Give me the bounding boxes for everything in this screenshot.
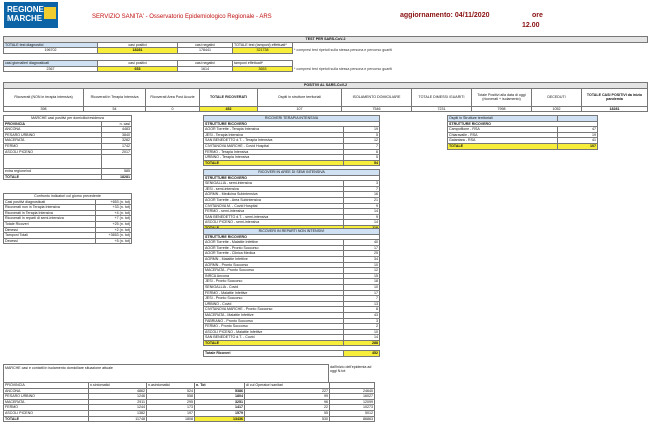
nonint-value: 2 <box>344 324 380 330</box>
icu-value: 12 <box>344 138 380 144</box>
semi-value: 14 <box>344 209 380 215</box>
nonint-row: ASCOLI PICENO - Malattie Infettive <box>204 329 344 335</box>
isolation-value: 10273 <box>330 405 375 411</box>
territorial-row: Chiaravalle - RSA <box>448 132 558 138</box>
daily-note: * compresi test ripetuti sulla stessa persona e percorso guariti <box>294 66 393 71</box>
province-extra: extra regione/nd <box>4 169 102 175</box>
isolation-total-value: 13436 <box>195 416 245 422</box>
territorial-total: TOTALE <box>448 143 558 149</box>
semi-value: 9 <box>344 203 380 209</box>
isolation-row: PESARO URBINO <box>4 394 89 400</box>
positives-header: Totale Positivi alla data di oggi (ricoverati + isolamento) <box>472 88 532 106</box>
isolation-total-value: 11748 <box>89 416 147 422</box>
nonint-row: AOOR Torrette - Malattie Infettive <box>204 240 344 246</box>
nonint-row: FERMO - Pronto Soccorso <box>204 324 344 330</box>
nonint-row: URBINO - Covid <box>204 301 344 307</box>
isolation-value: 295 <box>147 399 195 405</box>
province-value: 3282 <box>102 138 132 144</box>
nonint-title: RICOVERI IN REPARTI NON INTENSIVI <box>204 229 380 235</box>
semi-value: 16 <box>344 192 380 198</box>
isolation-header: PROVINCIA <box>4 383 89 389</box>
isolation-value: 12099 <box>330 399 375 405</box>
compare-title: Confronto indicatori col giorno precedente <box>4 194 132 200</box>
positives-header: DECEDUTI <box>532 88 582 106</box>
province-row: PESARO URBINO <box>4 132 102 138</box>
province-row: ASCOLI PICENO <box>4 149 102 155</box>
compare-value: +653 (n. tot) <box>96 199 132 205</box>
nonint-row: AOOR Torrette - Pronto Soccorso <box>204 245 344 251</box>
compare-table <box>3 193 132 244</box>
isolation-total-value: 86863 <box>330 416 375 422</box>
nonint-row: INRCA Ancona <box>204 273 344 279</box>
positives-value: 398 <box>4 106 84 112</box>
isolation-value: 96 <box>245 399 330 405</box>
ore-label: ore <box>532 12 543 19</box>
compare-value: +7 (n. tot) <box>96 216 132 222</box>
nonint-value: 13 <box>344 301 380 307</box>
territorial-row: Galantara - RSA <box>448 138 558 144</box>
tests-value: 196702 <box>4 48 98 54</box>
isolation-total-value: 1808 <box>147 416 195 422</box>
daily-tests-table <box>3 60 648 72</box>
positives-header: Ricoverati Area Post Acuzie <box>146 88 200 106</box>
positives-header: TOTALE DIMESSI /GUARITI <box>412 88 472 106</box>
semi-row: AOOR Torrette - Area Subintensiva <box>204 197 344 203</box>
isolation-value: 524 <box>147 388 195 394</box>
isolation-header: n.sintomatici <box>89 383 147 389</box>
tests-note: * compresi test ripetuti sulla stessa persona e percorso guariti <box>294 48 393 53</box>
semi-value: 3 <box>344 181 380 187</box>
nonint-table <box>203 228 380 346</box>
update-time: 12.00 <box>522 22 540 29</box>
nonint-row: FABRIANO - Pronto Soccorso <box>204 318 344 324</box>
icu-row: URBINO - Terapia Intensiva <box>204 155 344 161</box>
isolation-value: 24640 <box>330 388 375 394</box>
isolation-header: n. Tot <box>195 383 245 389</box>
icu-row: SAN BENEDETTO d.T. - Terapia Intensiva <box>204 138 344 144</box>
semi-value: 9 <box>344 214 380 220</box>
nonint-value: 17 <box>344 290 380 296</box>
isolation-row: ANCONA <box>4 388 89 394</box>
isolation-value: 4862 <box>89 388 147 394</box>
isolation-value: 1246 <box>89 394 147 400</box>
territorial-value: 47 <box>558 127 598 133</box>
totale-ricoveri-label: Totale Ricoveri <box>204 351 344 357</box>
regione-marche-logo <box>4 2 58 28</box>
positives-value: 7231 <box>412 106 472 112</box>
tests-header: TOTALE test diagnostici <box>4 42 98 48</box>
compare-row: Dimessi <box>4 227 96 233</box>
semi-row: ASCOLI PICENO - semi-intensiva <box>204 220 344 226</box>
daily-header: casi positivi <box>98 61 178 67</box>
compare-row: Ricoverati in reparti di semi-intensiva <box>4 216 96 222</box>
nonint-value: 12 <box>344 268 380 274</box>
isolation-total-value: 530 <box>245 416 330 422</box>
compare-value: +25 (n. tot) <box>96 221 132 227</box>
isolation-value: 16027 <box>330 394 375 400</box>
nonint-row: JESI - Pronto Soccorso <box>204 279 344 285</box>
isolation-total: TOTALE <box>4 416 89 422</box>
province-table <box>3 115 132 180</box>
positives-value: 0 <box>146 106 200 112</box>
icu-row: CIVITANOVA MARCHE - Covid Hospital <box>204 143 344 149</box>
territorial-value: 41 <box>558 138 598 144</box>
daily-value: 653 <box>98 66 178 72</box>
icu-table <box>203 115 380 166</box>
daily-header: casi negativi <box>178 61 233 67</box>
province-value: 1742 <box>102 143 132 149</box>
positives-header: Ricoverati in Terapia Intensiva <box>84 88 146 106</box>
icu-value: 6 <box>344 149 380 155</box>
isolation-header: n.asintomatici <box>147 383 195 389</box>
semi-row: AORMN - Medicina Subintensiva <box>204 192 344 198</box>
compare-value: +3653 (n. tot) <box>96 233 132 239</box>
province-total-value: 18281 <box>102 174 132 180</box>
nonint-value: 15 <box>344 273 380 279</box>
territorial-row: Campofilone - RSA <box>448 127 558 133</box>
icu-value: 19 <box>344 127 380 133</box>
positives-value: 7546 <box>342 106 412 112</box>
isolation-row: ASCOLI PICENO <box>4 410 89 416</box>
semi-row: FERMO - semi-intensiva <box>204 209 344 215</box>
icu-header: STRUTTURE RICOVERO <box>204 121 380 127</box>
nonint-row: MACERATA - Malattie Infettive <box>204 312 344 318</box>
province-value: 4483 <box>102 127 132 133</box>
icu-total-value: 54 <box>344 160 380 166</box>
nonint-row: AORMN - Malattie Infettive <box>204 256 344 262</box>
semi-value: 14 <box>344 220 380 226</box>
nonint-row: CIVITANOVA MARCHE - Pronto Soccorso <box>204 307 344 313</box>
compare-row: Casi positivi diagnosticati <box>4 199 96 205</box>
province-row: FERMO <box>4 143 102 149</box>
logo-text-line1: REGIONE <box>7 5 44 14</box>
compare-row: Decessi <box>4 238 96 244</box>
province-row: MACERATA <box>4 138 102 144</box>
nonint-value: 7 <box>344 296 380 302</box>
totale-ricoveri-value: 452 <box>344 351 380 357</box>
semi-table <box>203 169 380 232</box>
isolation-row: MACERATA <box>4 399 89 405</box>
totale-ricoveri-table <box>203 350 380 357</box>
isolation-value: 1417 <box>195 405 245 411</box>
tests-header: casi negativi <box>178 42 233 48</box>
nonint-header: STRUTTURE RICOVERO <box>204 234 380 240</box>
isolation-row: FERMO <box>4 405 89 411</box>
province-header: n. casi <box>102 121 132 127</box>
nonint-row: SAN BENEDETTO d.T. - Covid <box>204 335 344 341</box>
nonint-row: JESI - Pronto Soccorso <box>204 296 344 302</box>
isolation-value: 227 <box>245 388 330 394</box>
nonint-value: 10 <box>344 329 380 335</box>
service-title: SERVIZIO SANITA' - Osservatorio Epidemiologico Regionale - ARS <box>92 14 272 20</box>
tests-header: casi positivi <box>98 42 178 48</box>
isolation-value: 197 <box>147 410 195 416</box>
territorial-total-value: 107 <box>558 143 598 149</box>
province-header: PROVINCIA <box>4 121 102 127</box>
semi-row: CIVITANOVA M. - Covid Hospital <box>204 203 344 209</box>
province-value: 2017 <box>102 149 132 155</box>
semi-row: SAN BENEDETTO d.T. - semi-intensiva <box>204 214 344 220</box>
icu-row: AOOR Torrette - Terapia Intensiva <box>204 127 344 133</box>
isolation-value: 5012 <box>330 410 375 416</box>
nonint-value: 40 <box>344 240 380 246</box>
tests-value: 18281 <box>98 48 178 54</box>
semi-value: 21 <box>344 197 380 203</box>
compare-value: +33 (n. tot) <box>96 205 132 211</box>
isolation-table <box>3 382 375 422</box>
isolation-value: 173 <box>147 405 195 411</box>
icu-row: FERMO - Terapia Intensiva <box>204 149 344 155</box>
logo-text-line2: MARCHE <box>7 14 43 23</box>
positives-value: 1052 <box>532 106 582 112</box>
compare-value: +2 (n. tot) <box>96 227 132 233</box>
isolation-value: 99 <box>245 394 330 400</box>
isolation-value: 3251 <box>195 399 245 405</box>
semi-value: 7 <box>344 186 380 192</box>
province-total: TOTALE <box>4 174 102 180</box>
isolation-value: 2911 <box>89 399 147 405</box>
province-extra-value: 585 <box>102 169 132 175</box>
territorial-value: 19 <box>558 132 598 138</box>
icu-value: 5 <box>344 155 380 161</box>
positives-header: ISOLAMENTO DOMICILIARE <box>342 88 412 106</box>
semi-row: JESI - semi-intensiva <box>204 186 344 192</box>
isolation-value: 5386 <box>195 388 245 394</box>
daily-header: casi giornalieri diagnosticati <box>4 61 98 67</box>
positives-value: 452 <box>200 106 258 112</box>
semi-header: STRUTTURE RICOVERO <box>204 175 380 181</box>
compare-value: +5 (n. tot) <box>96 238 132 244</box>
territorial-table <box>447 115 598 150</box>
isolation-value: 558 <box>147 394 195 400</box>
isolation-value: 22 <box>245 405 330 411</box>
tests-value: 178441 <box>178 48 233 54</box>
compare-row: Tamponi Totali <box>4 233 96 239</box>
positives-header: Ricoverati (NON in terapia intensiva) <box>4 88 84 106</box>
nonint-row: SENIGALLIA - Covid <box>204 284 344 290</box>
compare-row: Totale Ricoveri <box>4 221 96 227</box>
isolation-value: 1382 <box>89 410 147 416</box>
logo-mark-icon <box>44 7 56 19</box>
positives-title: POSITIVI AL SARS-CoV-2 <box>4 83 648 89</box>
compare-row: Ricoverati in Terapia Intensiva <box>4 210 96 216</box>
nonint-value: 14 <box>344 335 380 341</box>
positives-value: 54 <box>84 106 146 112</box>
province-value: 3840 <box>102 132 132 138</box>
province-row: ANCONA <box>4 127 102 133</box>
positives-value: 7998 <box>472 106 532 112</box>
nonint-value: 3 <box>344 318 380 324</box>
daily-header: tamponi effettuati* <box>233 61 293 67</box>
positives-table <box>3 82 648 112</box>
nonint-value: 18 <box>344 279 380 285</box>
nonint-value: 10 <box>344 262 380 268</box>
isolation-since-start: dall'inizio dell'epidemia ad oggi N.tot <box>330 365 372 374</box>
isolation-title: MARCHE casi e contatti in isolamento domiciliare situazione attuale <box>3 364 329 382</box>
isolation-value: 1244 <box>89 405 147 411</box>
icu-title: RICOVERI TERAPIA INTENSIVA <box>204 116 380 122</box>
nonint-value: 8 <box>344 307 380 313</box>
semi-title: RICOVERI IN AREE DI SEMI INTENSIVA <box>204 170 380 176</box>
nonint-value: 17 <box>344 245 380 251</box>
icu-value: 5 <box>344 132 380 138</box>
territorial-title: Ospiti in Strutture territoriali <box>448 116 558 122</box>
territorial-header: STRUTTURE RICOVERO <box>448 121 598 127</box>
positives-value: 107 <box>258 106 342 112</box>
icu-row: JESI - Terapia Intensiva <box>204 132 344 138</box>
positives-header: Ospiti in strutture territoriali <box>258 88 342 106</box>
icu-value: 7 <box>344 143 380 149</box>
daily-value: 1614 <box>178 66 233 72</box>
daily-value: 2367 <box>4 66 98 72</box>
positives-header: TOTALE CASI POSITIVI da inizio pandemia <box>582 88 648 106</box>
nonint-value: 10 <box>344 284 380 290</box>
isolation-value: 1579 <box>195 410 245 416</box>
compare-row: Ricoverati non in Terapia Intensiva <box>4 205 96 211</box>
compare-value: +4 (n. tot) <box>96 210 132 216</box>
daily-value: 3653 <box>233 66 293 72</box>
nonint-value: 43 <box>344 312 380 318</box>
positives-value: 18281 <box>582 106 648 112</box>
tests-title: TEST PER SARS-CoV-2 <box>4 37 648 43</box>
tests-table <box>3 36 648 54</box>
icu-total: TOTALE <box>204 160 344 166</box>
nonint-row: FERMO - Malattie Infettive <box>204 290 344 296</box>
positives-header: TOTALE RICOVERATI <box>200 88 258 106</box>
nonint-row: MACERATA - Pronto Soccorso <box>204 268 344 274</box>
nonint-total: TOTALE <box>204 340 344 346</box>
nonint-total-value: 288 <box>344 340 380 346</box>
nonint-row: AOOR Torrette - Clinica Medica <box>204 251 344 257</box>
tests-value: 321738 <box>233 48 293 54</box>
province-title: MARCHE casi positivi per domicilio/residenza <box>4 116 132 122</box>
tests-header: TOTALE test (tamponi) effettuati* <box>233 42 293 48</box>
nonint-value: 34 <box>344 256 380 262</box>
isolation-value: 1804 <box>195 394 245 400</box>
isolation-header: di cui Operatori sanitari <box>245 383 330 389</box>
nonint-row: AORMN - Pronto Soccorso <box>204 262 344 268</box>
semi-row: SENIGALLIA - semi-intensiva <box>204 181 344 187</box>
nonint-value: 25 <box>344 251 380 257</box>
isolation-value: 55 <box>245 410 330 416</box>
update-date: aggiornamento: 04/11/2020 <box>400 12 490 19</box>
